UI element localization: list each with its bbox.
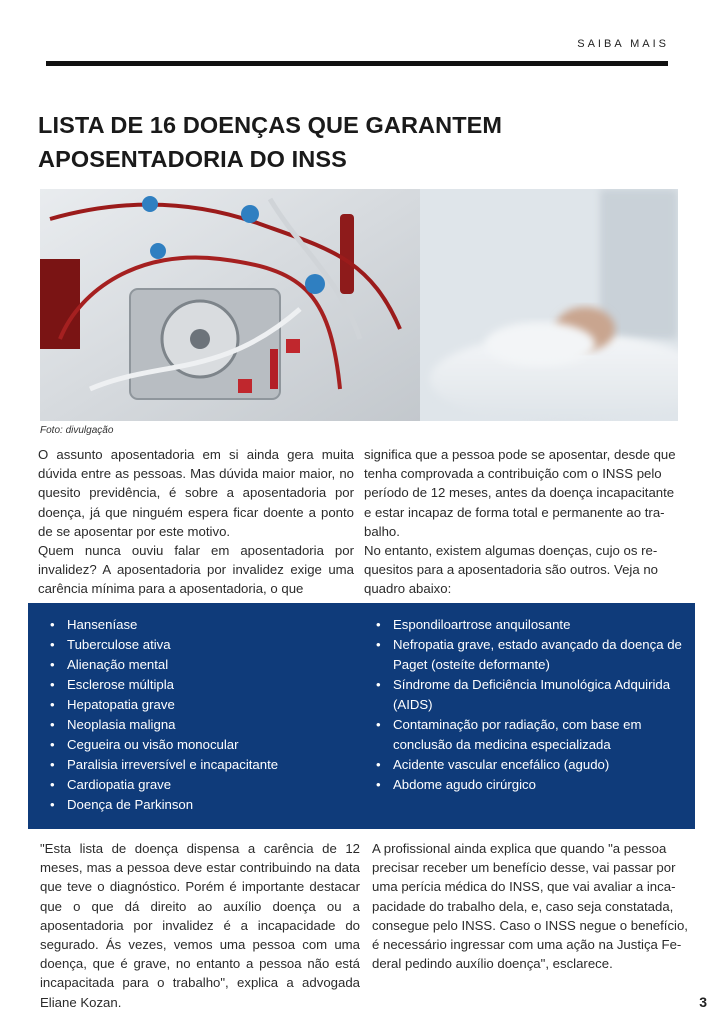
list-item: • Abdome agudo cirúrgico xyxy=(376,775,688,795)
intro-left-column xyxy=(38,445,354,599)
header-divider xyxy=(46,61,668,66)
quote-paragraph: "Esta lista de doença dispensa a carência de 12 meses, mas a pessoa deve estar contribuindo na data que teve o diagnóstico. Porém é importante destacar que o que dá direito ao auxílio doença ou a aposentadoria por invalidez é a incapacidade do segurado. Ás vezes, vemos uma pessoa com uma doença, que é grave, no entanto a pessoa não está incapacitada para o trabalho", explica a advogada Eliane Kozan. xyxy=(40,841,360,1010)
disease-list-right xyxy=(376,615,688,795)
list-item: • Cegueira ou visão monocular xyxy=(50,735,360,755)
list-item: • Acidente vascular encefálico (agudo) xyxy=(376,755,688,775)
list-item: • Doença de Parkinson xyxy=(50,795,360,815)
list-item: • Síndrome da Deficiência Imunológica Adquirida (AIDS) xyxy=(376,675,688,715)
list-item: • Contaminação por radiação, com base em conclusão da medicina especializada xyxy=(376,715,688,755)
quote-column xyxy=(40,839,360,1012)
list-item: • Esclerose múltipla xyxy=(50,675,360,695)
list-item: • Neoplasia maligna xyxy=(50,715,360,735)
list-item: • Espondiloartrose anquilosante xyxy=(376,615,688,635)
article-photo xyxy=(40,189,678,421)
dialysis-photo-illustration xyxy=(40,189,678,421)
intro-paragraph: significa que a pessoa pode se aposentar, desde que tenha comprovada a contribuição com o INSS pelo período de 12 meses, antes da doença incapacitante e estar incapaz de forma total e permanente ao tra-balho. xyxy=(364,447,676,539)
section-label: SAIBA MAIS xyxy=(577,38,669,50)
explanation-paragraph: A profissional ainda explica que quando "a pessoa precisar receber um benefício desse, vai passar por uma perícia médica do INSS, que vai avaliar a inca-pacidade do trabalho dela, e, caso seja constatada, consegue pelo INSS. Caso o INSS negue o benefício, é necessário ingressar com uma ação na Justiça Fe-deral pedindo auxílio doença", esclarece. xyxy=(372,841,688,972)
list-item: • Tuberculose ativa xyxy=(50,635,360,655)
article-headline: LISTA DE 16 DOENÇAS QUE GARANTEM APOSENTADORIA DO INSS xyxy=(38,112,503,172)
intro-paragraph: O assunto aposentadoria em si ainda gera muita dúvida entre as pessoas. Mas dúvida maior maior, no quesito previdência, é sobre a aposentadoria por doença, já que ninguém espera ficar doente a ponto de se aposentar por este motivo. xyxy=(38,447,354,539)
intro-right-column xyxy=(364,445,678,599)
list-item: • Cardiopatia grave xyxy=(50,775,360,795)
list-item: • Nefropatia grave, estado avançado da doença de Paget (osteíte deformante) xyxy=(376,635,688,675)
intro-paragraph: Quem nunca ouviu falar em aposentadoria por invalidez? A aposentadoria por invalidez exige uma carência mínima para a aposentadoria, o que xyxy=(38,543,354,597)
page-number: 3 xyxy=(699,994,707,1010)
photo-caption: Foto: divulgação xyxy=(40,425,114,436)
list-item: • Hanseníase xyxy=(50,615,360,635)
disease-list-left xyxy=(50,615,360,815)
list-item: • Paralisia irreversível e incapacitante xyxy=(50,755,360,775)
intro-paragraph: No entanto, existem algumas doenças, cujo os re-quesitos para a aposentadoria são outros. Veja no quadro abaixo: xyxy=(364,543,658,597)
list-item: • Hepatopatia grave xyxy=(50,695,360,715)
list-item: • Alienação mental xyxy=(50,655,360,675)
explanation-column xyxy=(372,839,690,973)
disease-list-box xyxy=(28,603,695,829)
